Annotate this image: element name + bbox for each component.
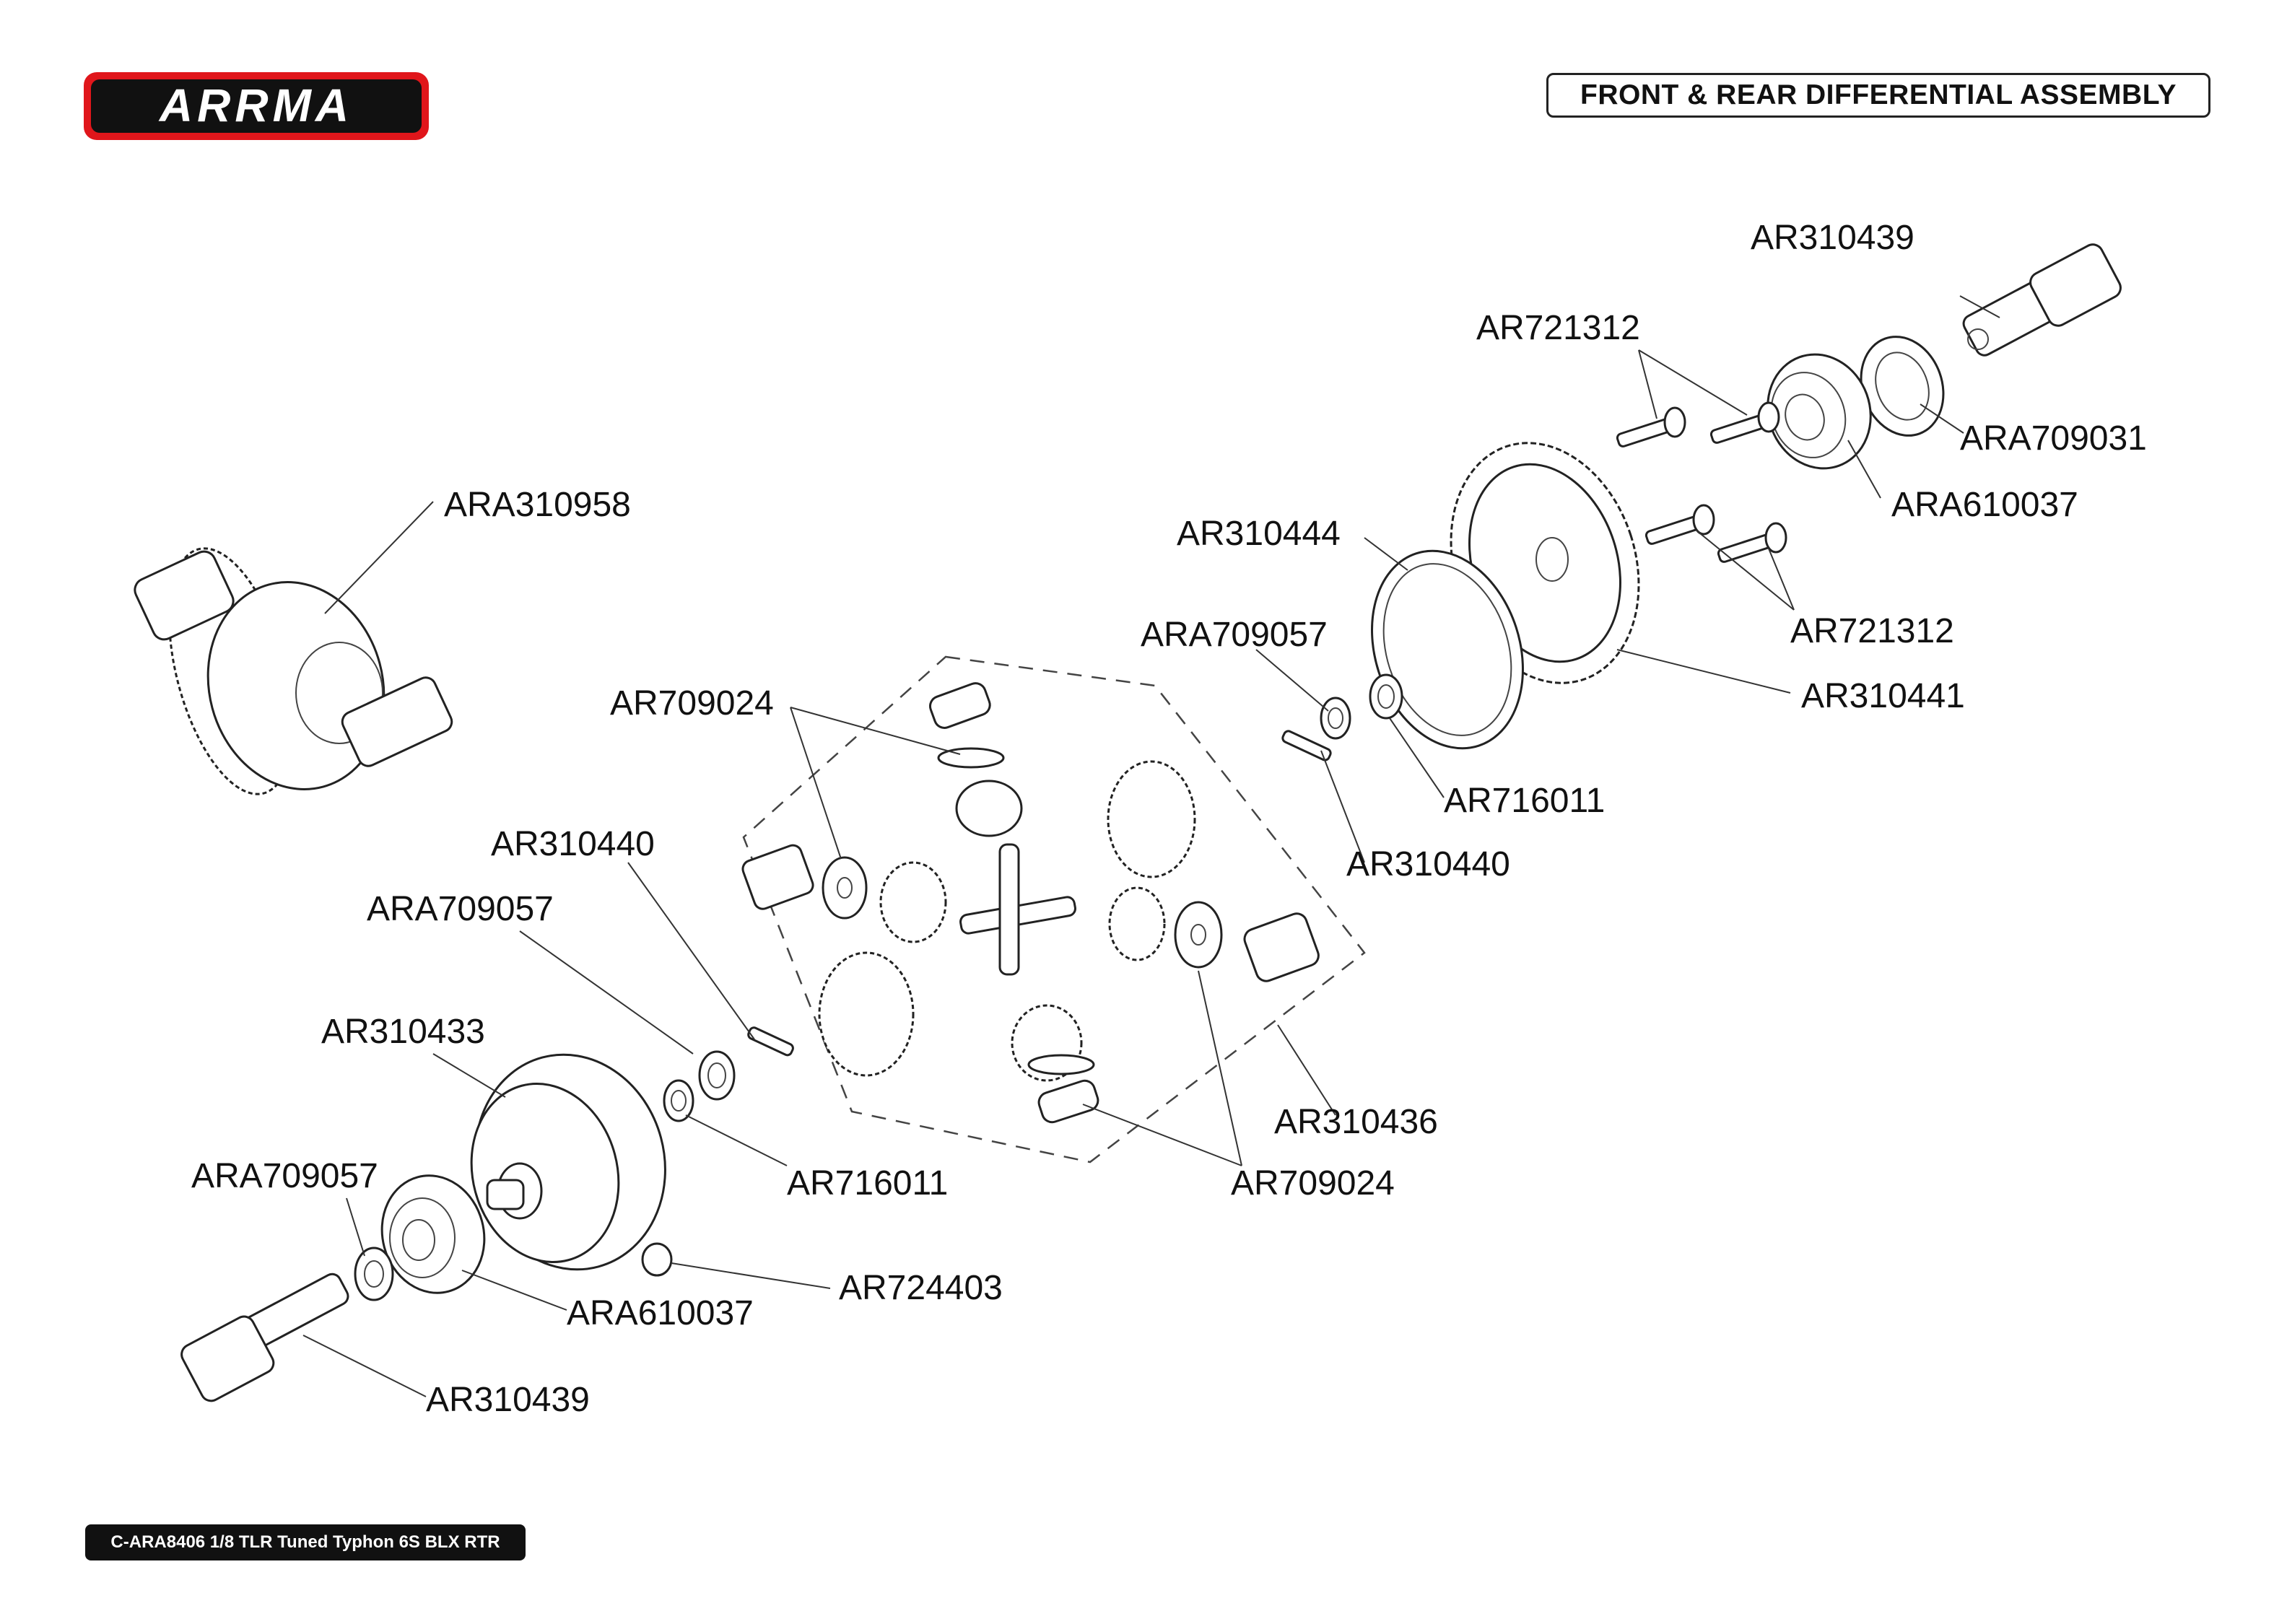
label-ar310439-bottom: AR310439	[426, 1381, 590, 1419]
washer-bottom	[355, 1248, 393, 1300]
logo-text: ARRMA	[159, 79, 354, 131]
label-ar716011-right: AR716011	[1444, 782, 1606, 820]
bushing	[642, 1244, 671, 1275]
label-ar721312-mid: AR721312	[1790, 612, 1954, 650]
footer-model-tag: C-ARA8406 1/8 TLR Tuned Typhon 6S BLX RTR	[85, 1524, 526, 1560]
label-ar721312-top: AR721312	[1476, 309, 1640, 347]
output-cup-top	[1961, 241, 2124, 359]
label-ara709031: ARA709031	[1960, 419, 2147, 458]
page-title: FRONT & REAR DIFFERENTIAL ASSEMBLY	[1546, 73, 2210, 118]
pin-left	[747, 1026, 795, 1057]
label-ar310439-top: AR310439	[1751, 219, 1914, 257]
label-ar310440-right: AR310440	[1346, 845, 1510, 883]
label-ara610037-bottom: ARA610037	[567, 1294, 754, 1332]
label-ar724403: AR724403	[839, 1269, 1003, 1307]
screws-top	[1616, 403, 1779, 448]
output-cup-bottom	[178, 1271, 351, 1405]
label-ara709057-bottom: ARA709057	[191, 1157, 378, 1195]
label-ar310441: AR310441	[1801, 677, 1965, 715]
label-ar709024-bottom: AR709024	[1231, 1164, 1395, 1202]
screws-mid	[1645, 505, 1786, 563]
label-ar310436: AR310436	[1274, 1103, 1438, 1141]
label-ara310958: ARA310958	[444, 486, 631, 524]
label-ar716011-left: AR716011	[787, 1164, 949, 1202]
washer-right	[1321, 675, 1402, 738]
assembled-diff	[131, 536, 456, 810]
pin-right	[1281, 730, 1332, 761]
washers-left	[664, 1052, 734, 1121]
label-ar310444: AR310444	[1177, 515, 1341, 553]
label-ara709057-left: ARA709057	[367, 890, 554, 928]
inner-gears	[741, 681, 1322, 1125]
label-ar709024-top: AR709024	[610, 684, 774, 722]
label-ar310433: AR310433	[321, 1013, 485, 1051]
label-ar310440-left: AR310440	[491, 825, 655, 863]
label-ara610037-top: ARA610037	[1891, 486, 2078, 524]
label-ara709057-mid: ARA709057	[1141, 616, 1328, 654]
